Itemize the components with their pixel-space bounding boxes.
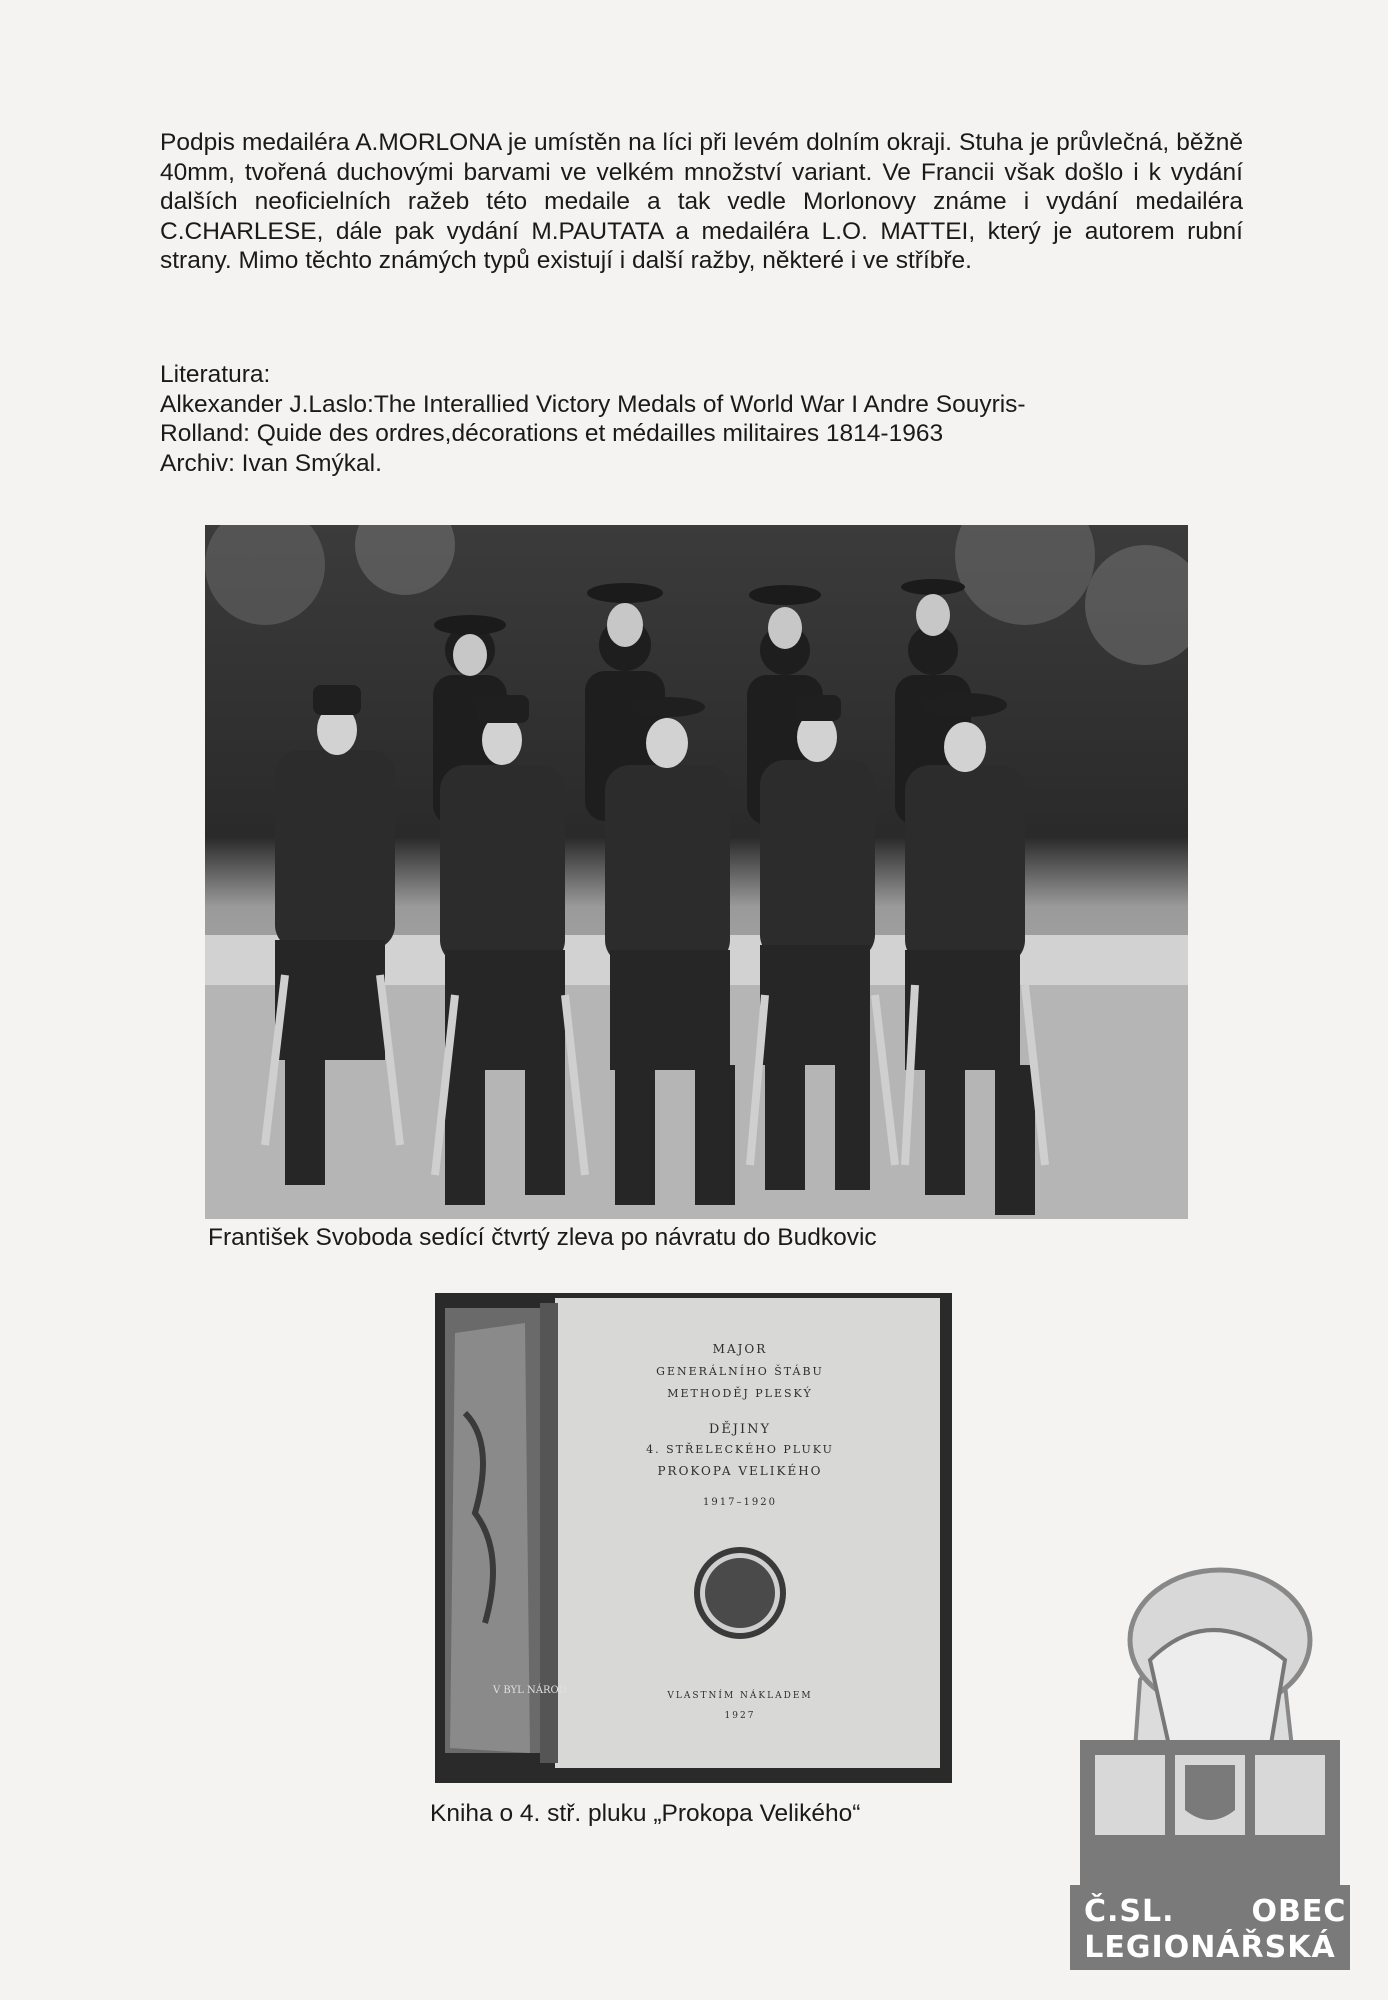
literature-line: Rolland: Quide des ordres,décorations et médailles militaires 1814-1963 [160,420,944,447]
book-caption: Kniha o 4. stř. pluku „Prokopa Velikého“ [430,1800,861,1827]
book-title-line: METHODĚJ PLESKÝ [667,1387,813,1400]
book-title-line: 4. STŘELECKÉHO PLUKU [646,1443,834,1456]
book-title-line: GENERÁLNÍHO ŠTÁBU [656,1365,824,1378]
photo-caption: František Svoboda sedící čtvrtý zleva po návratu do Budkovic [208,1224,877,1251]
book-title-line: VLASTNÍM NÁKLADEM [667,1691,813,1701]
emblem-text-line2: OBEC [1251,1894,1347,1929]
book-spine-text: V BYL NÁROD [493,1685,567,1696]
emblem-text-line1: Č.SL. [1084,1894,1175,1929]
book-photo [435,1293,952,1783]
literature-section [160,360,1260,478]
group-photo [205,525,1188,1219]
literature-line: Archiv: Ivan Smýkal. [160,449,382,477]
body-paragraph [160,128,1243,276]
emblem-text-line3: LEGIONÁŘSKÁ [1084,1930,1336,1965]
book-title-line: 1917–1920 [703,1497,777,1508]
book-title-line: MAJOR [712,1342,768,1356]
literature-line: Alkexander J.Laslo:The Interallied Victory Medals of World War I Andre Souyris- [160,390,1026,418]
literature-heading: Literatura: [160,361,271,388]
book-title-line: PROKOPA VELIKÉHO [657,1464,823,1478]
legion-emblem [1070,1520,1350,1970]
book-title-line: DĚJINY [708,1422,772,1437]
book-title-line: 1927 [724,1711,756,1721]
paragraph-text: Podpis medailéra A.MORLONA je umístěn na líci při levém dolním okraji. Stuha je průvlečná, běžně 40mm, tvořená duchovými barvami ve velkém množství variant. Ve Francii však došlo i k vydání dalších neoficielních ražeb této medaile a tak vedle Morlonovy známe i vydání medailéra C.CHARLESE, dále pak vydání M.PAUTATA a medailéra L.O. MATTEI, který je autorem rubní strany. Mimo těchto známých typů existují i další ražby, některé i ve stříbře. [160,129,1243,274]
